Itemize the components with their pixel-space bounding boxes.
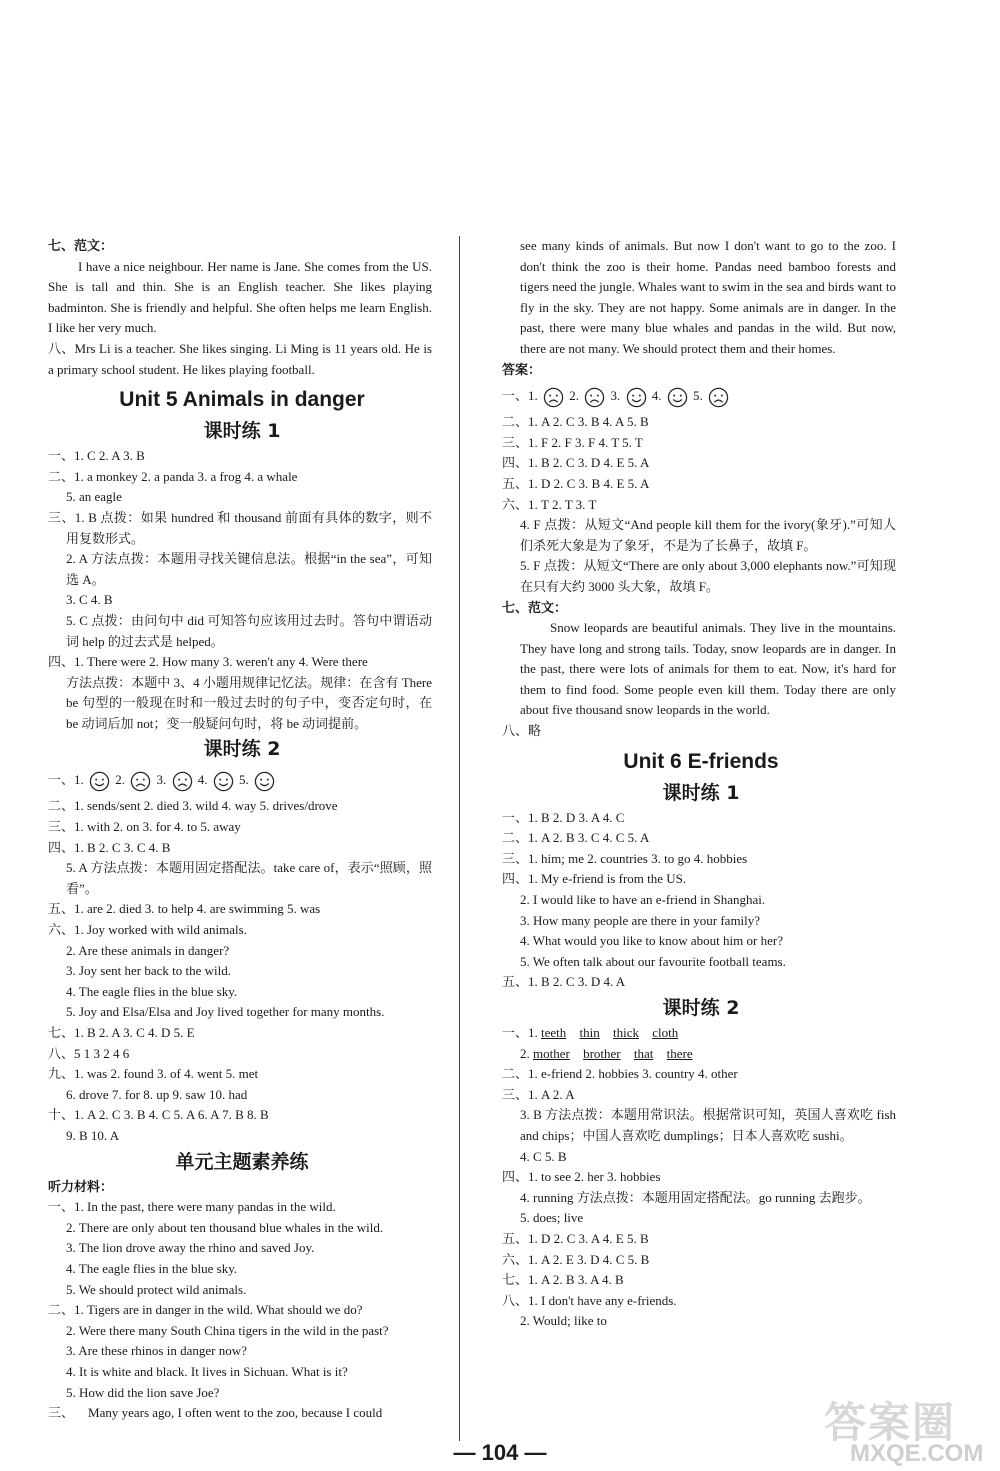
unit5-lesson1-title: 课时练 1 <box>203 420 281 443</box>
answer-line: 3. How many people are there in your family? <box>520 912 761 928</box>
answer-line: 二、1. e-friend 2. hobbies 3. country 4. other <box>502 1066 738 1082</box>
sad-face-icon <box>172 771 193 792</box>
answer-line: 2. I would like to have an e-friend in Shanghai. <box>520 892 766 908</box>
smile-face-icon <box>89 771 110 792</box>
right-s7-essay: Snow leopards are beautiful animals. They live in the mountains. They have long and strong tails. Today, snow leopards are in danger. In the past, there were lots of animals for them to eat. Now, it's hard for them to find food. Some people even kill them. Today there are only about five thousand snow leopards in the world. <box>520 620 896 718</box>
answer-label: 一、1. <box>48 772 84 788</box>
answer-line: 五、1. are 2. died 3. to help 4. are swimming 5. was <box>48 901 321 917</box>
left-s7-label: 七、范文： <box>48 238 114 253</box>
answer-label: 2. <box>569 388 580 404</box>
answer-line: 四、1. My e-friend is from the US. <box>502 871 687 887</box>
answer-line: 4. The eagle flies in the blue sky. <box>66 983 238 999</box>
answer-line: 八、略 <box>502 723 542 739</box>
listening-passage-start <box>48 1403 436 1424</box>
word-answers-row <box>502 1023 900 1044</box>
answer-label: 2. <box>520 1045 530 1061</box>
answer-line: 二、1. A 2. C 3. B 4. A 5. B <box>502 414 649 430</box>
answer-line: 一、1. B 2. D 3. A 4. C <box>502 809 625 825</box>
answer-line: 一、1. C 2. A 3. B <box>48 448 145 464</box>
section-label: 三、 <box>48 1405 75 1421</box>
answer-line: 七、1. A 2. B 3. A 4. B <box>502 1272 624 1288</box>
answer-note: 5. C 点拨：由问句中 did 可知答句应该用过去时。答句中谓语动词 help 的过去式是 helped。 <box>66 612 432 649</box>
answer-label: 4. <box>651 388 662 404</box>
answer-label: 一、1. <box>502 388 538 404</box>
listening-line: 4. The eagle flies in the blue sky. <box>66 1260 238 1276</box>
smile-face-icon <box>213 771 234 792</box>
answer-line: 三、1. A 2. A <box>502 1086 575 1102</box>
left-s8-text: 八、Mrs Li is a teacher. She likes singing. Li Ming is 11 years old. He is a primary school student. He likes playing football. <box>48 340 432 377</box>
answer-line: 9. B 10. A <box>66 1127 120 1143</box>
answer-line: 七、1. B 2. A 3. C 4. D 5. E <box>48 1025 195 1040</box>
listening-line: 2. Were there many South China tigers in the wild in the past? <box>66 1322 389 1338</box>
answer-line: 四、1. B 2. C 3. D 4. E 5. A <box>502 455 650 471</box>
answer-line: 3. C 4. B <box>66 592 113 608</box>
answer-label: 5. <box>693 388 703 404</box>
answer-line: 6. drove 7. for 8. up 9. saw 10. had <box>66 1086 248 1102</box>
sad-face-icon <box>543 387 564 408</box>
answers-label: 答案： <box>502 361 542 377</box>
answer-line: 五、1. B 2. C 3. D 4. A <box>502 974 626 990</box>
underlined-word: thick <box>613 1025 640 1040</box>
answer-line: 六、1. T 2. T 3. T <box>502 496 597 512</box>
listening-line: 3. Are these rhinos in danger now? <box>66 1343 247 1359</box>
answer-note: 5. A 方法点拨：本题用固定搭配法。take care of，表示“照顾，照看”。 <box>66 860 432 896</box>
answer-note: 三、1. B 点拨：如果 hundred 和 thousand 前面有具体的数字，则不用复数形式。 <box>48 509 432 546</box>
answer-line: 五、1. D 2. C 3. B 4. E 5. A <box>502 475 650 491</box>
answer-line: 二、1. A 2. B 3. C 4. C 5. A <box>502 830 650 846</box>
column-divider <box>459 236 460 1441</box>
answer-line: 5. Joy and Elsa/Elsa and Joy lived together for many months. <box>66 1004 385 1020</box>
answer-note: 4. running 方法点拨：本题用固定搭配法。go running 去跑步。 <box>520 1189 871 1205</box>
listening-line: 二、1. Tigers are in danger in the wild. What should we do? <box>48 1302 363 1318</box>
answer-label: 4. <box>197 772 208 788</box>
unit5-lesson2-title: 课时练 2 <box>203 738 281 761</box>
underlined-word: brother <box>583 1045 621 1061</box>
answer-line: 2. Would; like to <box>520 1313 607 1329</box>
right-column <box>502 236 900 1332</box>
underlined-word: that <box>633 1045 654 1061</box>
watermark-url: MXQE.COM <box>850 1440 984 1467</box>
underlined-word: cloth <box>652 1025 679 1040</box>
answer-line: 4. C 5. B <box>520 1148 567 1164</box>
answer-label: 3. <box>156 772 167 788</box>
smile-face-icon <box>667 387 688 408</box>
answer-note: 5. F 点拨：从短文“There are only about 3,000 elephants now.”可知现在只有大约 3000 头大象，故填 F。 <box>520 558 896 594</box>
underlined-word: there <box>666 1045 693 1061</box>
listening-line: 2. There are only about ten thousand blue whales in the wild. <box>66 1219 384 1235</box>
left-column <box>48 236 436 1424</box>
answer-line: 六、1. A 2. E 3. D 4. C 5. B <box>502 1251 650 1267</box>
sad-face-icon <box>130 771 151 792</box>
answer-note: 4. F 点拨：从短文“And people kill them for the ivory(象牙).”可知人们杀死大象是为了象牙，不是为了长鼻子，故填 F。 <box>520 517 896 553</box>
word-answers-row <box>502 1044 900 1065</box>
answer-note: 3. B 方法点拨：本题用常识法。根据常识可知，英国人喜欢吃 fish and chips；中国人喜欢吃 dumplings；日本人喜欢吃 sushi。 <box>520 1107 896 1143</box>
listening-line: 一、1. In the past, there were many pandas in the wild. <box>48 1199 336 1215</box>
listening-label: 听力材料： <box>48 1178 114 1194</box>
listening-line: 5. We should protect wild animals. <box>66 1281 247 1297</box>
answer-line: 二、1. a monkey 2. a panda 3. a frog 4. a whale <box>48 468 298 484</box>
unit6-title: Unit 6 E-friends <box>623 749 779 773</box>
sad-face-icon <box>584 387 605 408</box>
face-answers-row <box>48 764 436 796</box>
answer-line: 六、1. Joy worked with wild animals. <box>48 922 247 938</box>
watermark-text: 答案圈 <box>824 1398 957 1447</box>
underlined-word: mother <box>533 1045 570 1061</box>
answer-line: 2. Are these animals in danger? <box>66 942 230 958</box>
passage-text: Many years ago, I often went to the zoo, because I could <box>88 1405 383 1421</box>
answer-note: 2. A 方法点拨：本题用寻找关键信息法。根据“in the sea”，可知选 A。 <box>66 551 432 587</box>
listening-line: 4. It is white and black. It lives in Sichuan. What is it? <box>66 1363 348 1379</box>
answer-line: 4. What would you like to know about him or her? <box>520 933 783 949</box>
answer-line: 八、1. I don't have any e-friends. <box>502 1292 677 1308</box>
smile-face-icon <box>626 387 647 408</box>
unit6-lesson1-title: 课时练 1 <box>662 781 740 804</box>
listening-line: 3. The lion drove away the rhino and saved Joy. <box>66 1240 315 1256</box>
answer-line: 5. an eagle <box>66 489 122 505</box>
answer-line: 三、1. F 2. F 3. F 4. T 5. T <box>502 434 643 450</box>
answer-line: 九、1. was 2. found 3. of 4. went 5. met <box>48 1066 259 1082</box>
sad-face-icon <box>708 387 729 408</box>
unit5-title: Unit 5 Animals in danger <box>119 388 365 412</box>
answer-line: 十、1. A 2. C 3. B 4. C 5. A 6. A 7. B 8. B <box>48 1107 269 1123</box>
answer-line: 八、5 1 3 2 4 6 <box>48 1045 130 1061</box>
answer-label: 2. <box>115 772 126 788</box>
answer-line: 3. Joy sent her back to the wild. <box>66 963 231 979</box>
answer-label: 5. <box>239 772 249 788</box>
answer-label: 3. <box>610 388 621 404</box>
left-s7-essay: I have a nice neighbour. Her name is Jane. She comes from the US. She is tall and thin. She is an English teacher. She likes playing badminton. She is friendly and helpful. She often helps me learn English. I like her very much. <box>48 258 432 336</box>
answer-line: 五、1. D 2. C 3. A 4. E 5. B <box>502 1230 649 1246</box>
answer-line: 三、1. him; me 2. countries 3. to go 4. hobbies <box>502 850 748 866</box>
unit-review-title: 单元主题素养练 <box>175 1150 309 1173</box>
answer-label: 一、1. <box>502 1025 538 1040</box>
answer-line: 三、1. with 2. on 3. for 4. to 5. away <box>48 819 241 835</box>
answer-line: 四、1. There were 2. How many 3. weren't any 4. Were there <box>48 654 368 670</box>
underlined-word: thin <box>579 1025 600 1040</box>
answer-line: 5. We often talk about our favourite football teams. <box>520 953 786 969</box>
answer-note: 方法点拨：本题中 3、4 小题用规律记忆法。规律：在含有 There be 句型的一般现在时和一般过去时的句子中，变否定句时，在 be 动词后加 not；变一般疑问句时，将 be 动词提前。 <box>66 674 432 731</box>
page-number: — 104 — <box>453 1440 547 1465</box>
answer-line: 5. does; live <box>520 1210 584 1226</box>
listening-line: 5. How did the lion save Joe? <box>66 1384 220 1400</box>
smile-face-icon <box>254 771 275 792</box>
right-s7-label: 七、范文： <box>502 599 568 615</box>
listening-passage-cont: see many kinds of animals. But now I don't want to go to the zoo. I don't think the zoo is their home. Pandas need bamboo forests and tigers need the jungle. Whales want to swim in the sea and birds want to fly in the sky. They are not happy. Some animals are in danger. In the past, there were many blue whales and pandas in the wild. But now, there are not many. We should protect them and their homes. <box>520 238 896 356</box>
face-answers-row <box>502 380 900 412</box>
underlined-word: teeth <box>541 1025 567 1040</box>
answer-line: 四、1. to see 2. her 3. hobbies <box>502 1169 661 1185</box>
answer-line: 四、1. B 2. C 3. C 4. B <box>48 839 171 855</box>
unit6-lesson2-title: 课时练 2 <box>662 997 740 1019</box>
answer-line: 二、1. sends/sent 2. died 3. wild 4. way 5. drives/drove <box>48 798 338 814</box>
